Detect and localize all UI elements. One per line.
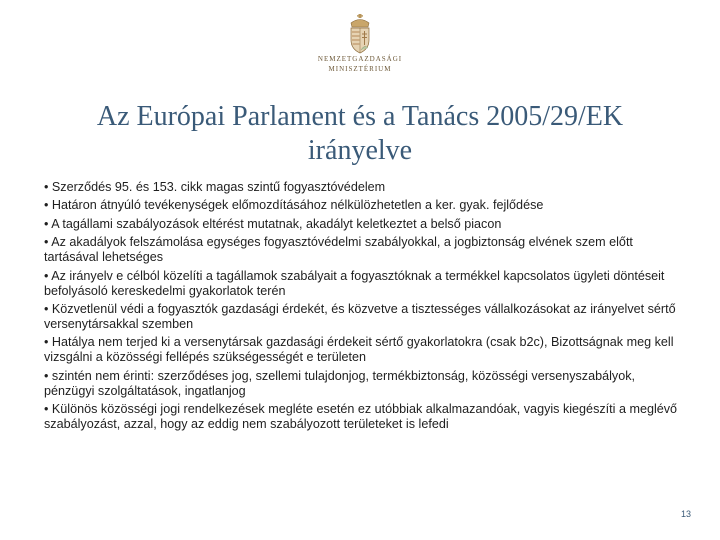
bullet-item: • Hatálya nem terjed ki a versenytársak gazdasági érdekeit sértő gyakorlatokra (csak b2c), Bizottságnak meg kell vizsgálni a közösségi fellépés szükségességét e területen bbox=[44, 335, 674, 365]
logo-text-line2: MINISZTÉRIUM bbox=[328, 65, 392, 73]
bullet-item: • A tagállami szabályozások eltérést mutatnak, akadályt keletkeztet a belső piacon bbox=[44, 216, 502, 231]
bullet-list bbox=[44, 180, 680, 436]
page-number: 13 bbox=[680, 509, 691, 519]
slide-title bbox=[40, 100, 680, 168]
bullet-item: • Közvetlenül védi a fogyasztók gazdasági érdekét, és közvetve a tisztességes vállalkozásokat az irányelvet sértő versenytársakkal szemben bbox=[44, 301, 676, 331]
bullet-item: • Különös közösségi jogi rendelkezések megléte esetén ez utóbbiak alkalmazandóak, vagyis kiegészíti a meglévő szabályozást, azzal, hogy az eddig nem szabályozott területeket is lefedi bbox=[44, 402, 678, 432]
hungarian-coat-of-arms-icon bbox=[347, 14, 373, 54]
logo-text-line1: NEMZETGAZDASÁGI bbox=[317, 55, 403, 63]
bullet-item: • Határon átnyúló tevékenységek előmozdításához nélkülözhetetlen a ker. gyak. fejlődése bbox=[44, 198, 544, 213]
slide-title-line2: irányelve bbox=[307, 135, 413, 166]
bullet-item: • szintén nem érinti: szerződéses jog, szellemi tulajdonjog, termékbiztonság, közösségi versenyszabályok, pénzügyi szolgáltatások, ingatlanjog bbox=[44, 368, 636, 398]
slide-title-line1: Az Európai Parlament és a Tanács 2005/29/EK bbox=[96, 101, 624, 132]
bullet-item: • Az akadályok felszámolása egységes fogyasztóvédelmi szabályokkal, a jogbiztonság elvének szem előtt tartásával lehetséges bbox=[44, 235, 633, 265]
ministry-logo bbox=[300, 14, 420, 76]
bullet-item: • Az irányelv e célból közelíti a tagállamok szabályait a fogyasztóknak a termékkel kapcsolatos ügyleti döntéseit befolyásoló kereskedelmi gyakorlatok terén bbox=[44, 268, 665, 298]
bullet-item: • Szerződés 95. és 153. cikk magas szintű fogyasztóvédelem bbox=[44, 180, 386, 194]
